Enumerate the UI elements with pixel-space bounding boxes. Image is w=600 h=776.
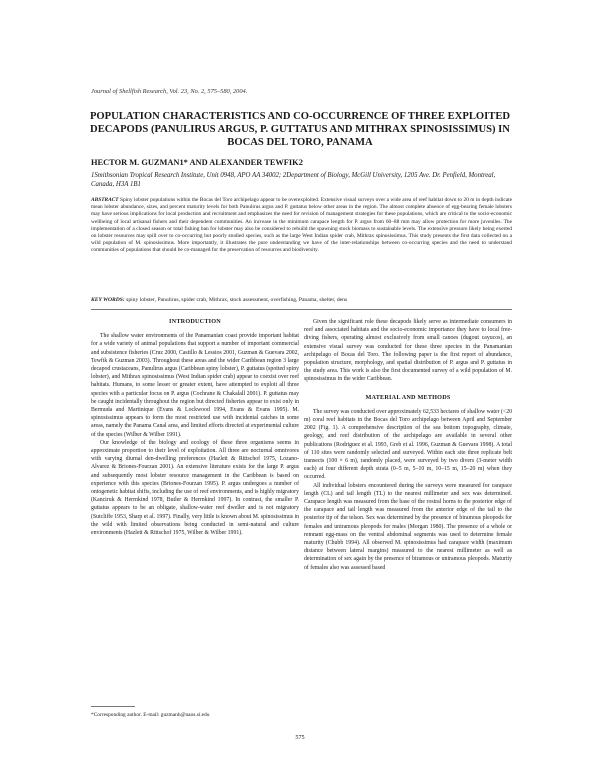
section-heading-introduction: INTRODUCTION — [169, 318, 221, 325]
abstract-label: ABSTRACT — [91, 197, 119, 203]
footnote-divider — [91, 706, 135, 707]
methods-paragraph: All individual lobsters encountered during the surveys were measured for carapace length (CL) and tail length (TL) to the nearest millimeter and sex was determined. Carapace length was measured from the base of the rostral horns to the posterior edge of the carapace and tail length was measured from the anterior edge of the tail to the posterior tip of the telson. Sex was determined by the presence of biramous pleopods for females and uniramous pleopods for males (Morgan 1980). The presence of a whole or remnant egg-mass on the ventral abdominal segments was used to determine female maturity (Chubb 1994). All observed M. spinosissimus had carapace width (maximum distance between lateral margins) measured to the nearest millimeter as well as determination of sex again by the presence of biramous or uniramous pleopods. Maturity of females also was assessed based — [304, 482, 512, 571]
intro-paragraph: Our knowledge of the biology and ecology of these three organisms seems in approximate proportion to their level of exploitation. All three are nocturnal omnivores with varying diurnal den-dwelling preferences (Hazlett & Rittschof 1975, Lozano-Alvarez & Briones-Fourzan 2001). An extensive literature exists for the large P. argus and subsequently most lobster resource management in the Caribbean is based on experience with this species (Briones-Fourzan 1995). P. argus undergoes a number of ontogenetic habitat shifts, including the use of reef environments, and is highly migratory (Kanciruk & Herrnkind 1978, Butler & Herrnkind 1997). In contrast, the smaller P. guttatus appears to be an obligate, shallow-water reef dweller and is not migratory (Sutcliffe 1953, Sharp et al. 1997). Finally, very little is known about M. spinosissimus in the wild with limited observations being conducted in semi-natural and culture environments (Hazlett & Rittschof 1975, Wilber & Wilber 1991). — [91, 439, 299, 537]
abstract-text: Spiny lobster populations within the Bocas del Toro archipelago appear to be overexploited. Extensive visual surveys over a wide area of reef habitat down to 20 m in depth indicate mean lobster abundance, sizes, and percent maturity levels for both Panulirus argus and P. guttatus below other areas in the region. The almost complete absence of egg-bearing female lobsters may have serious implications for local production and recruitment and emphasizes the need for revision of management strategies for these populations, which are critical to the socio-economic wellbeing of local artisanal fishers and their dependent communities. An increase in the minimum carapace length for P. argus from 60–88 mm may allow protection for more juveniles. The implementation of a closed season or total fishing ban for lobster may also be considered to rebuild the spawning stock biomass to sustainable levels. The extensive pressure likely being exerted on lobster resources may spill over to co-occurring but poorly studied species, such as the large West Indian spider crab, Mithrax spinosissimus. This study presents the first data collected on a wild population of M. spinosissimus. More importantly, it illustrates the pure understanding we have of the inter-relationships between co-occurring species and the need to understand communities of populations that should be co-managed for the preservation of resources and biodiversity. — [91, 197, 512, 254]
intro-continued-paragraph: Given the significant role these decapods likely serve as intermediate consumers in reef and associated habitats and the socio-economic importance they have to local free-diving fishers, operating almost exclusively from small canoes (dugout cayucos), an extensive visual survey was conducted for these three species in the Panamanian archipelago of Bocas del Toro. The following paper is the first report of abundance, population structure, morphology, and spatial distribution of P. argus and P. guttatus in the study area. This work is also the first documented survey of a wild population of M. spinosissimus in the wider Caribbean. — [304, 319, 512, 383]
author-line: HECTOR M. GUZMAN1* AND ALEXANDER TEWFIK2 — [91, 158, 303, 167]
header-divider — [91, 309, 512, 310]
page-number: 575 — [295, 734, 305, 741]
footnote: *Corresponding author. E-mail: guzmanh@naos.si.edu — [91, 712, 210, 718]
left-column — [91, 318, 299, 537]
abstract — [91, 197, 512, 255]
paper-title: POPULATION CHARACTERISTICS AND CO-OCCURRENCE OF THREE EXPLOITED DECAPODS (PANULIRUS ARGUS, P. GUTTATUS AND MITHRAX SPINOSISSIMUS) IN BOCAS DEL TORO, PANAMA — [89, 111, 511, 148]
keywords-label: KEY WORDS: — [91, 297, 125, 303]
methods-paragraph: The survey was conducted over approximately 62,533 hectares of shallow water (<20 m) coral reef habitats in the Bocas del Toro archipelago between April and September 2002 (Fig. 1). A comprehensive description of the sea bottom topography, climate, geology, and reef distribution of the archipelago are available in several other publications (Rodriguez et al. 1993, Greb et al. 1996, Guzman & Guevara 1998). A total of 110 sites were randomly selected and surveyed. Within each site three replicate belt transects (100 × 6 m), randomly placed, were surveyed by two divers (3-meter width each) at four different depth strata (0–5 m, 5–10 m, 10–15 m, 15–20 m) when they occurred. — [304, 408, 512, 481]
journal-citation: Journal of Shellfish Research, Vol. 23, No. 2, 575–580, 2004. — [91, 88, 248, 95]
keywords-text: spiny lobster, Panulirus, spider crab, Mithrax, stock assessment, overfishing, Panama, shelter, dens — [126, 297, 348, 303]
right-column — [304, 318, 512, 572]
intro-paragraph: The shallow water environments of the Panamanian coast provide important habitat for a wide variety of animal populations that support a number of important commercial and subsistence fisheries (Cruz 2000, Castillo & Lessios 2001, Guzman & Guevara 2002, Tewfik & Guzman 2003). Throughout these areas and the wider Caribbean region 3 large decapod crustaceans, Panulirus argus (Caribbean spiny lobster), P. guttatus (spotted spiny lobster), and Mithrax spinosissimus (West Indian spider crab) appear to coexist over reef habitats. Humans, to some lesser or greater extent, have attempted to exploit all three species with a particular focus on P. argus (Cochrane & Chakalall 2001). P. guttatus may be caught incidentally throughout the region but directed fisheries appear to exist only in Bermuda and Martinique (Evans & Lockwood 1994, Evans & Evans 1995). M. spinosissimus appears to form the most restricted use with incidental catches in some areas, namely the Panama Canal area, and limited efforts directed at experimental culture of the species (Wilber & Wilber 1991). — [91, 333, 299, 438]
affiliations: 1Smithsonian Tropical Research Institute, Unit 0948, APO AA 34002; 2Department of Biology, McGill University, 1205 Ave. Dr. Penfield, Montreal, Canada, H3A 1B1 — [91, 172, 496, 188]
keywords — [91, 297, 512, 304]
section-heading-methods: MATERIAL AND METHODS — [365, 393, 451, 401]
